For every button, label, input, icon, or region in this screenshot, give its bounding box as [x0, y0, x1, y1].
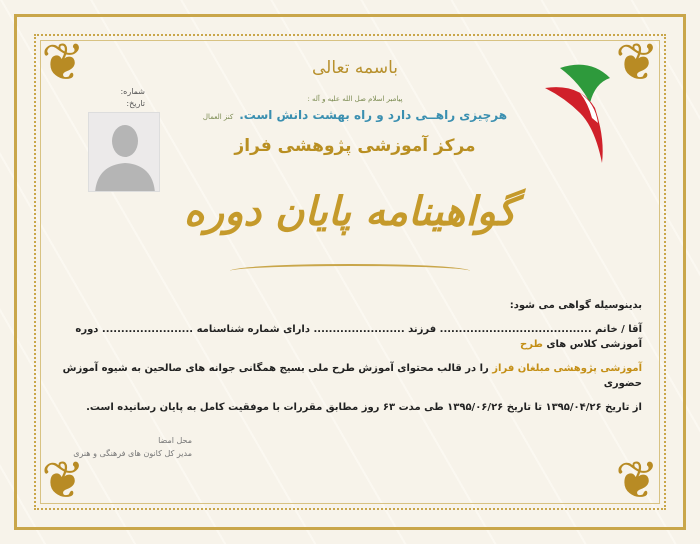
corner-ornament-icon: ❦	[615, 451, 659, 511]
signature-label: محل امضا	[158, 436, 192, 445]
header	[170, 56, 540, 157]
date-label: تاریخ:	[126, 99, 145, 108]
certificate-title: گواهینامه پایان دوره	[183, 188, 517, 235]
signatory-title: مدیر کل کانون های فرهنگی و هنری	[73, 449, 192, 458]
highlight-text: طرح	[520, 339, 543, 350]
basmala: باسمه تعالی	[312, 58, 398, 78]
hadith-reference: کنز العمال	[202, 113, 234, 121]
hadith-row	[203, 107, 507, 123]
certificate-body	[52, 298, 642, 460]
meta-fields	[120, 86, 145, 110]
body-line-1	[52, 322, 642, 352]
signature-block	[52, 434, 192, 460]
iran-flag-logo-icon	[540, 58, 620, 168]
photo-placeholder	[88, 112, 160, 192]
hadith-source: پیامبر اسلام صل الله علیه و آله :	[307, 95, 403, 103]
body-line-2-text: را در قالب محتوای آموزش طرح ملی بسیج همگانی جوانه های صالحین به شیوه آموزش حضوری	[62, 363, 642, 389]
corner-ornament-icon: ❦	[41, 451, 85, 511]
corner-ornament-icon: ❦	[41, 33, 85, 93]
body-line-2	[52, 361, 642, 391]
institution-name: مرکز آموزشی پژوهشی فراز	[234, 136, 476, 156]
body-line-1-text: آقا / خانم ........................................ فرزند ........................ دارای شماره شناسنامه ........................ دوره آموزشی کلاس های	[75, 324, 642, 350]
person-silhouette-icon	[89, 113, 160, 192]
hadith-text: هرچیزی راهــی دارد و راه بهشت دانش است.	[239, 108, 508, 122]
title-ornament	[230, 264, 470, 278]
body-line-3: از تاریخ ۱۳۹۵/۰۴/۲۶ تا تاریخ ۱۳۹۵/۰۶/۲۶ طی مدت ۶۳ روز مطابق مقررات با موفقیت کامل به پایان رسانیده است.	[86, 402, 642, 413]
number-label: شماره:	[120, 87, 145, 96]
corner-ornament-icon: ❦	[615, 33, 659, 93]
highlight-text: آموزشی پژوهشی مبلغان فراز	[492, 363, 642, 374]
intro-text: بدینوسیله گواهی می شود:	[509, 300, 642, 311]
